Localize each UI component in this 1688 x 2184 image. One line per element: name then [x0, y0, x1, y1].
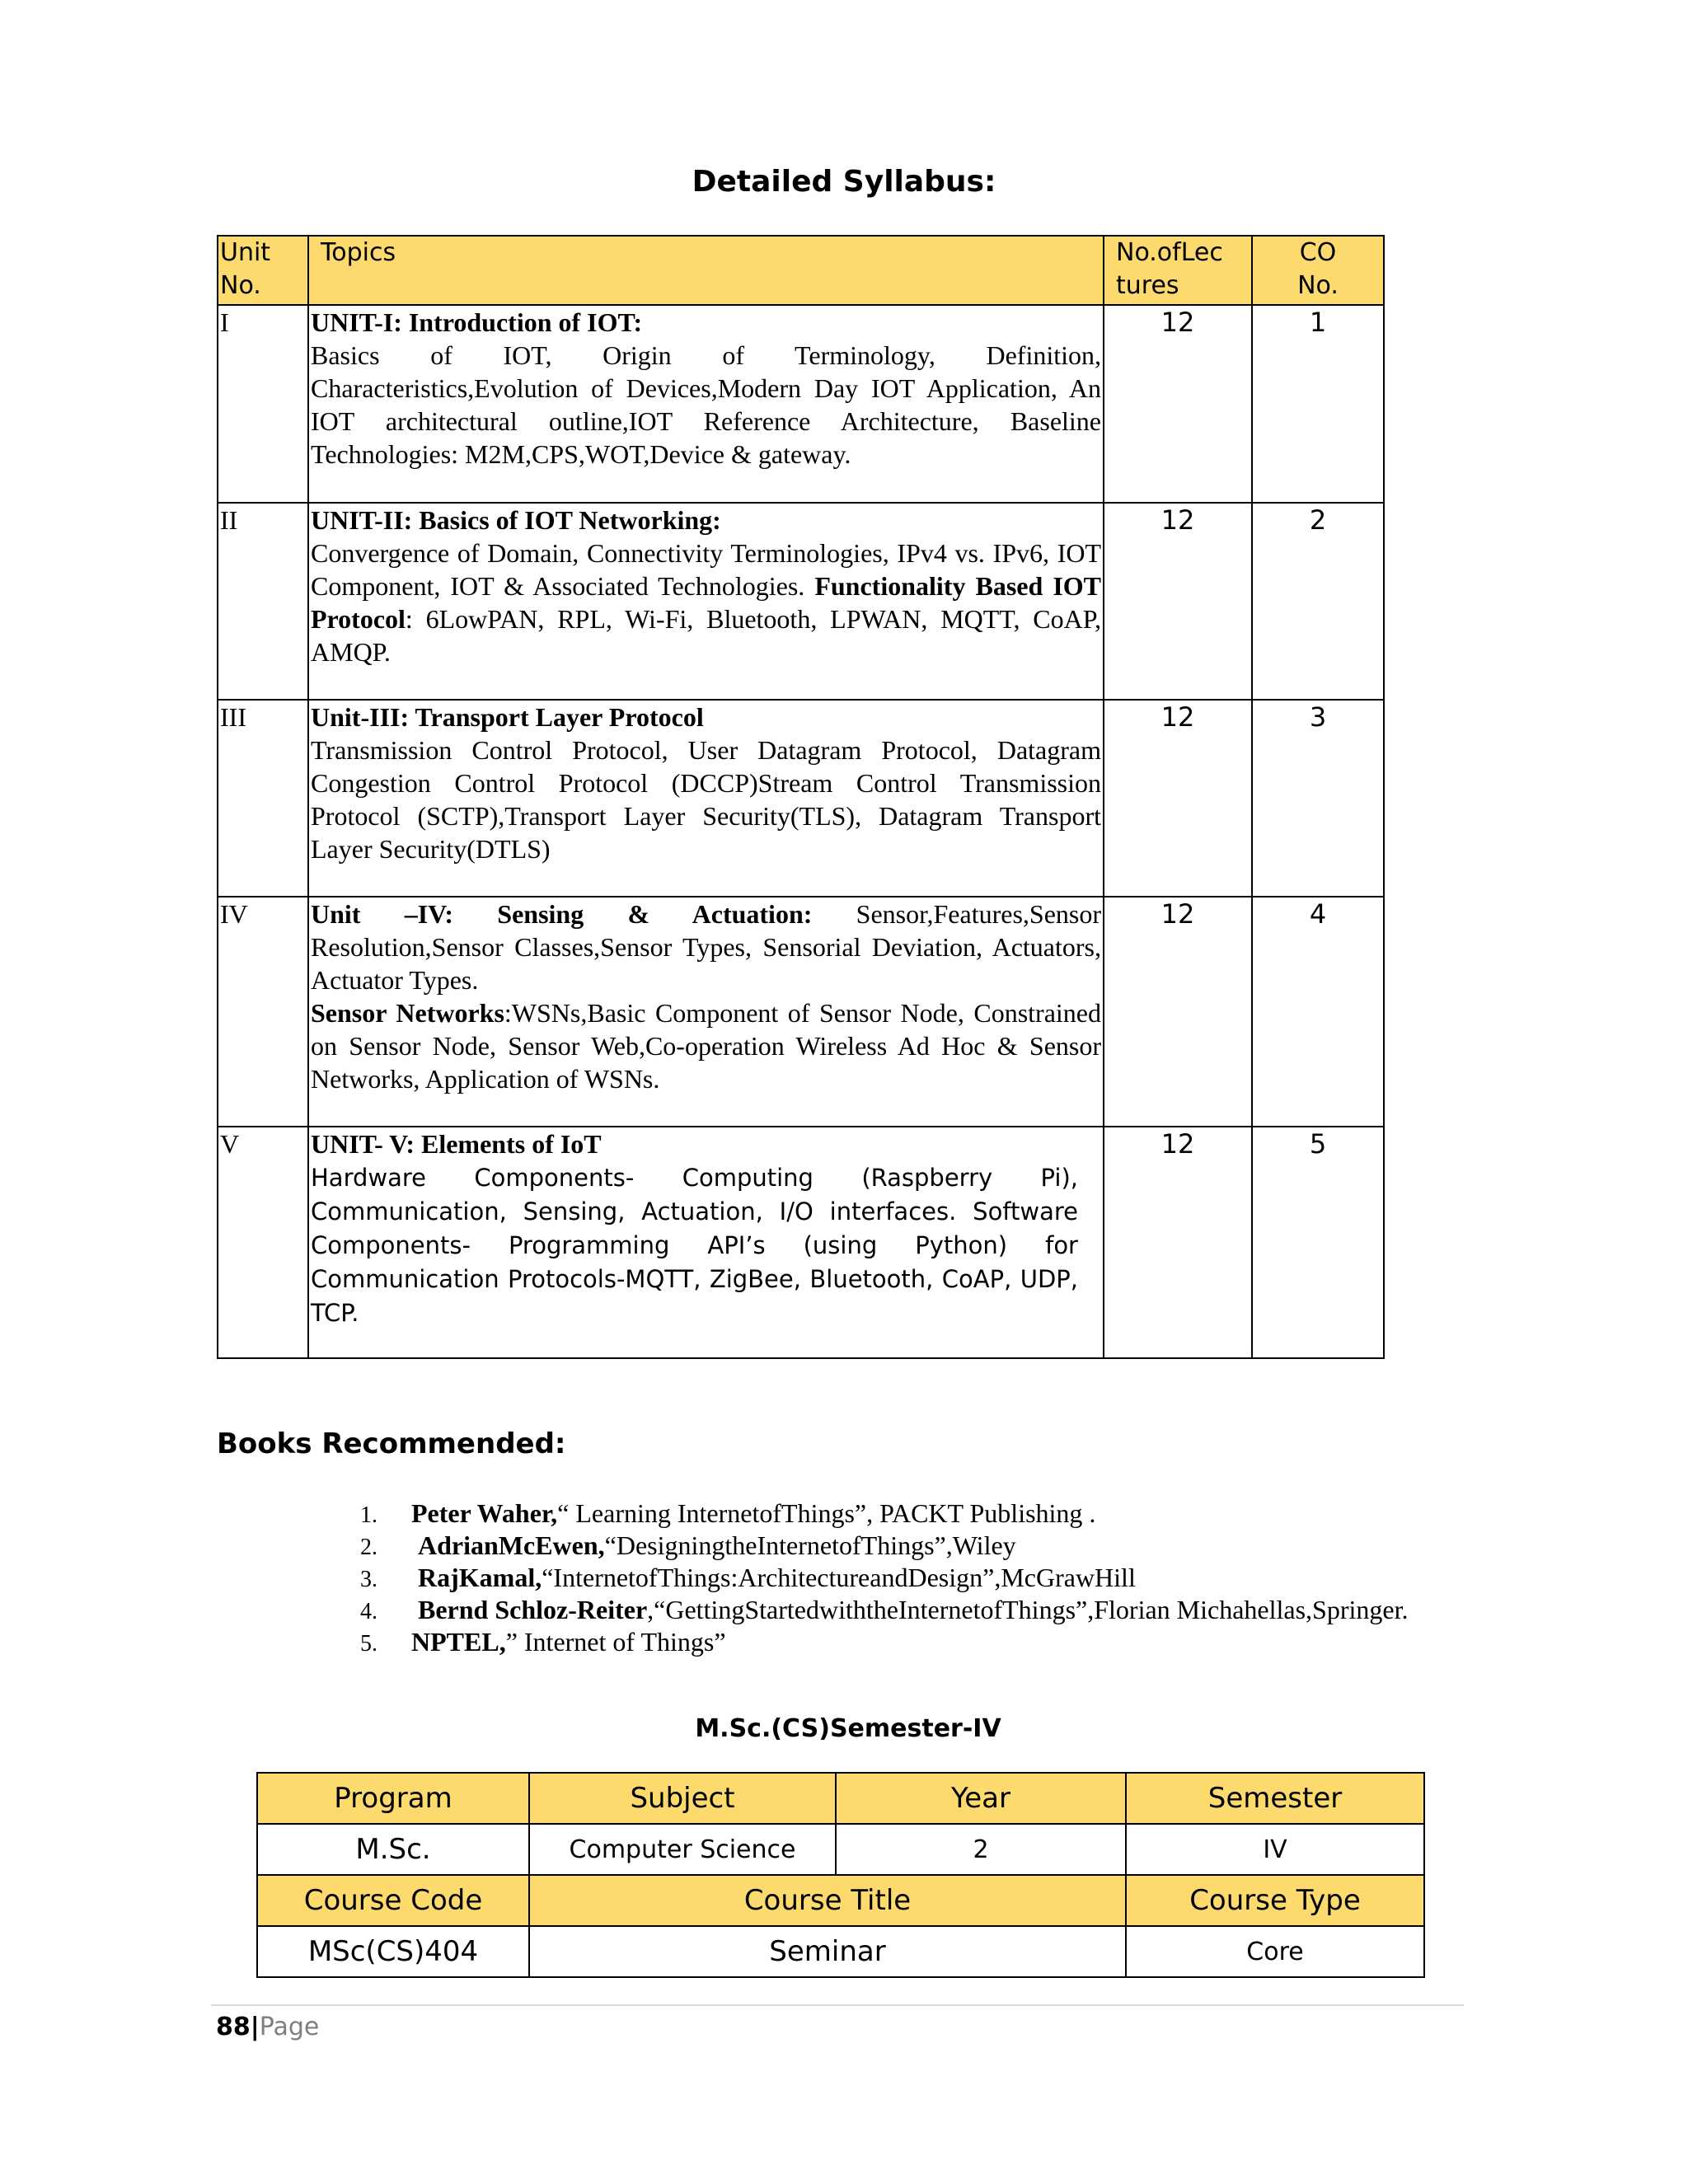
book-details: “ Learning InternetofThings”, PACKT Publishing . — [557, 1498, 1096, 1528]
list-item — [360, 1530, 1408, 1563]
program-value: M.Sc. — [257, 1824, 529, 1875]
lecture-count: 12 — [1104, 700, 1252, 897]
book-author: RajKamal, — [418, 1563, 542, 1592]
syllabus-table — [217, 235, 1385, 1359]
unit-topics — [308, 305, 1104, 503]
co-number: 1 — [1252, 305, 1384, 503]
header-year: Year — [836, 1773, 1126, 1824]
unit-topics — [308, 897, 1104, 1127]
list-number: 3. — [360, 1567, 377, 1592]
co-number: 5 — [1252, 1127, 1384, 1358]
list-number: 1. — [360, 1502, 377, 1528]
unit-topics — [308, 700, 1104, 897]
unit-number: IV — [218, 897, 308, 1127]
header-course-code: Course Code — [257, 1875, 529, 1926]
table-row — [218, 1127, 1384, 1358]
header-course-title: Course Title — [529, 1875, 1126, 1926]
header-course-type: Course Type — [1126, 1875, 1424, 1926]
unit-description: Basics of IOT, Origin of Terminology, Definition, Characteristics,Evolution of Devices,Modern Day IOT Application, An IOT architectural outline,IOT Reference Architecture, Baseline Technologies: M2M,CPS,WOT,Device & gateway. — [311, 340, 1101, 469]
course-type-value: Core — [1126, 1926, 1424, 1977]
book-author: NPTEL, — [411, 1627, 506, 1657]
program-table — [256, 1772, 1425, 1978]
unit-description: Sensor,Features,Sensor Resolution,Sensor Classes,Sensor Types, Sensorial Deviation, Actuators, Actuator Types. — [311, 899, 1101, 995]
book-author: Peter Waher, — [411, 1498, 558, 1528]
header-program: Program — [257, 1773, 529, 1824]
list-number: 5. — [360, 1631, 377, 1657]
year-value: 2 — [836, 1824, 1126, 1875]
book-author: Bernd Schloz-Reiter — [418, 1595, 648, 1624]
unit-description: Hardware Components- Computing (Raspberry Pi), Communication, Sensing, Actuation, I/O interfaces. Software Components- Programming API’s (using Python) for Communication Protocols-MQTT, ZigBee, Bluetooth, CoAP, UDP, TCP. — [311, 1164, 1078, 1327]
book-author: AdrianMcEwen, — [418, 1530, 605, 1560]
unit-title: Unit –IV: Sensing & Actuation: — [311, 899, 813, 929]
book-details: ” Internet of Things” — [505, 1627, 726, 1657]
list-number: 2. — [360, 1535, 377, 1560]
list-item — [360, 1498, 1408, 1530]
header-subject: Subject — [529, 1773, 836, 1824]
unit-subtitle: Functionality Based IOT Protocol — [311, 571, 1101, 634]
co-number: 3 — [1252, 700, 1384, 897]
footer-divider — [211, 2004, 1464, 2006]
unit-number: II — [218, 503, 308, 700]
page-number: 88 — [216, 2013, 251, 2041]
table-row — [257, 1926, 1424, 1977]
unit-topics — [308, 1127, 1104, 1358]
list-item — [360, 1563, 1408, 1595]
unit-title: UNIT-I: Introduction of IOT: — [311, 307, 643, 337]
unit-description: Transmission Control Protocol, User Datagram Protocol, Datagram Congestion Control Protocol (DCCP)Stream Control Transmission Protocol (SCTP),Transport Layer Security(TLS), Datagram Transport Layer Security(DTLS) — [311, 735, 1101, 864]
unit-description: : 6LowPAN, RPL, Wi-Fi, Bluetooth, LPWAN, MQTT, CoAP, AMQP. — [311, 604, 1101, 667]
semester-value: IV — [1126, 1824, 1424, 1875]
unit-number: I — [218, 305, 308, 503]
unit-number: III — [218, 700, 308, 897]
page-footer — [216, 2013, 319, 2041]
header-co-no: CO No. — [1252, 236, 1384, 305]
lecture-count: 12 — [1104, 1127, 1252, 1358]
table-row — [218, 700, 1384, 897]
table-row — [218, 503, 1384, 700]
table-row — [218, 897, 1384, 1127]
course-code-value: MSc(CS)404 — [257, 1926, 529, 1977]
table-row — [257, 1875, 1424, 1926]
syllabus-header-row — [218, 236, 1384, 305]
list-item — [360, 1595, 1408, 1627]
header-unit-no: Unit No. — [218, 236, 308, 305]
lecture-count: 12 — [1104, 305, 1252, 503]
co-number: 2 — [1252, 503, 1384, 700]
unit-topics — [308, 503, 1104, 700]
books-list — [360, 1498, 1408, 1659]
book-details: ,“GettingStartedwiththeInternetofThings”,Florian Michahellas,Springer. — [647, 1595, 1409, 1624]
syllabus-heading: Detailed Syllabus: — [692, 165, 996, 199]
table-row — [257, 1824, 1424, 1875]
unit-title: UNIT- V: Elements of IoT — [311, 1129, 602, 1159]
book-details: “DesigningtheInternetofThings”,Wiley — [604, 1530, 1016, 1560]
page-label: Page — [259, 2013, 320, 2041]
unit-title: Unit-III: Transport Layer Protocol — [311, 702, 704, 732]
unit-title: UNIT-II: Basics of IOT Networking: — [311, 505, 721, 535]
semester-heading: M.Sc.(CS)Semester-IV — [695, 1714, 1001, 1743]
lecture-count: 12 — [1104, 897, 1252, 1127]
list-item — [360, 1627, 1408, 1659]
unit-subtitle: Sensor Networks — [311, 998, 504, 1028]
footer-separator: | — [250, 2013, 260, 2041]
subject-value: Computer Science — [529, 1824, 836, 1875]
unit-number: V — [218, 1127, 308, 1358]
book-details: “InternetofThings:ArchitectureandDesign”,McGrawHill — [542, 1563, 1136, 1592]
books-heading: Books Recommended: — [217, 1427, 566, 1460]
header-semester: Semester — [1126, 1773, 1424, 1824]
table-row — [218, 305, 1384, 503]
lecture-count: 12 — [1104, 503, 1252, 700]
header-lectures: No.ofLec tures — [1104, 236, 1252, 305]
unit-description: :WSNs,Basic Component of Sensor Node, Constrained on Sensor Node, Sensor Web,Co-operation Wireless Ad Hoc & Sensor Networks, Application of WSNs. — [311, 998, 1101, 1094]
co-number: 4 — [1252, 897, 1384, 1127]
list-number: 4. — [360, 1599, 377, 1624]
header-topics: Topics — [308, 236, 1104, 305]
unit-description: Convergence of Domain, Connectivity Terminologies, IPv4 vs. IPv6, IOT Component, IOT & Associated Technologies. — [311, 538, 1101, 601]
course-title-value: Seminar — [529, 1926, 1126, 1977]
table-row — [257, 1773, 1424, 1824]
